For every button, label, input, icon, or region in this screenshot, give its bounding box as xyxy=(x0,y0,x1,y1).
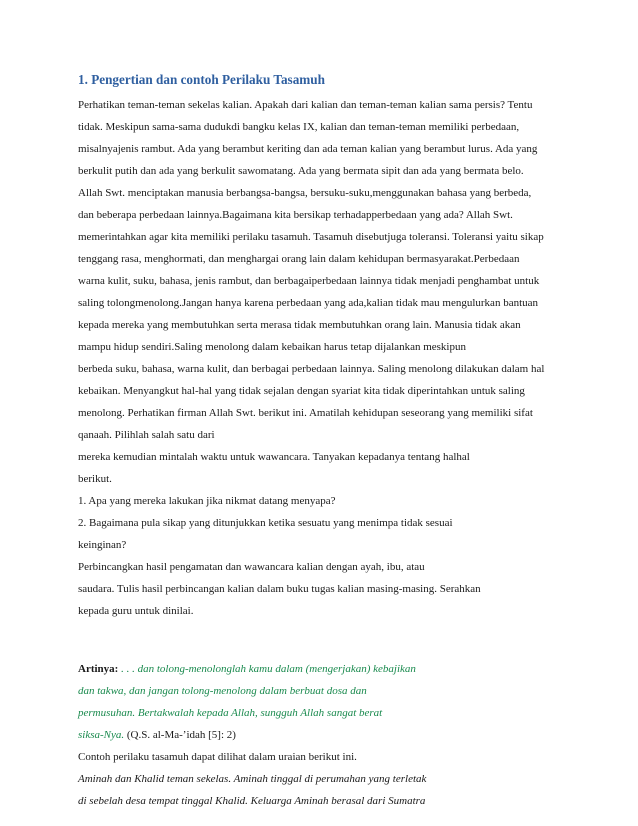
example-intro: Contoh perilaku tasamuh dapat dilihat dalam uraian berikut ini. xyxy=(78,751,357,763)
translation-line xyxy=(78,662,416,676)
text-line: Allah Swt. menciptakan manusia berbangsa-bangsa, bersuku-suku,menggunakan bahasa yang berbeda, xyxy=(78,187,532,199)
text-line: menolong. Perhatikan firman Allah Swt. berikut ini. Amatilah kehidupan seseorang yang memiliki sifat xyxy=(78,407,533,419)
section-heading: 1. Pengertian dan contoh Perilaku Tasamuh xyxy=(78,72,325,87)
story-line: di sebelah desa tempat tinggal Khalid. Keluarga Aminah berasal dari Sumatra xyxy=(78,795,426,807)
text-line: misalnyajenis rambut. Ada yang berambut keriting dan ada teman kalian yang berambut lurus. Ada yang xyxy=(78,143,538,155)
verse-reference: (Q.S. al-Ma-’idah [5]: 2) xyxy=(124,729,236,741)
text-line: 1. Apa yang mereka lakukan jika nikmat datang menyapa? xyxy=(78,495,336,507)
text-line: tenggang rasa, menghormati, dan menghargai orang lain dalam kehidupan bermasyarakat.Perbedaan xyxy=(78,253,520,265)
text-line: berbeda suku, bahasa, warna kulit, dan berbagai perbedaan lainnya. Saling menolong dilakukan dalam hal xyxy=(78,363,545,375)
text-line: saudara. Tulis hasil perbincangan kalian dalam buku tugas kalian masing-masing. Serahkan xyxy=(78,583,481,595)
text-line: kepada guru untuk dinilai. xyxy=(78,605,194,617)
text-line: berikut. xyxy=(78,473,112,485)
text-line: kepada mereka yang membutuhkan serta merasa tidak membutuhkan orang lain. Manusia tidak akan xyxy=(78,319,521,331)
text-line: qanaah. Pilihlah salah satu dari xyxy=(78,429,215,441)
text-line: tidak. Meskipun sama-sama dudukdi bangku kelas IX, kalian dan teman-teman memiliki perbedaan, xyxy=(78,121,520,133)
story-line: Aminah dan Khalid teman sekelas. Aminah tinggal di perumahan yang terletak xyxy=(78,773,427,785)
artinya-label: Artinya: xyxy=(78,663,119,675)
text-line: Perhatikan teman-teman sekelas kalian. Apakah dari kalian dan teman-teman kalian sama persis? Tentu xyxy=(78,99,533,111)
text-line: mereka kemudian mintalah waktu untuk wawancara. Tanyakan kepadanya tentang halhal xyxy=(78,451,470,463)
text-line: memerintahkan agar kita memiliki perilaku tasamuh. Tasamuh disebutjuga toleransi. Toleransi yaitu sikap xyxy=(78,231,544,243)
translation-text: siksa-Nya. xyxy=(78,729,125,741)
translation-line xyxy=(78,728,236,742)
text-line: dan beberapa perbedaan lainnya.Bagaimana kita bersikap terhadapperbedaan yang ada? Allah Swt. xyxy=(78,209,513,221)
text-line: berkulit putih dan ada yang berkulit sawomatang. Ada yang bermata sipit dan ada yang bermata belo. xyxy=(78,165,524,177)
text-line: saling tolongmenolong.Jangan hanya karena perbedaan yang ada,kalian tidak mau mengulurkan bantuan xyxy=(78,297,539,309)
translation-line: dan takwa, dan jangan tolong-menolong dalam berbuat dosa dan xyxy=(78,685,367,697)
text-line: mampu hidup sendiri.Saling menolong dalam kebaikan harus tetap dijalankan meskipun xyxy=(78,341,466,353)
text-line: warna kulit, suku, bahasa, jenis rambut, dan berbagaiperbedaan lainnya tidak menjadi penghambat untuk xyxy=(78,275,540,287)
text-line: keinginan? xyxy=(78,539,127,551)
text-line: 2. Bagaimana pula sikap yang ditunjukkan ketika sesuatu yang menimpa tidak sesuai xyxy=(78,517,453,529)
translation-text: . . . dan tolong-menolonglah kamu dalam (mengerjakan) kebajikan xyxy=(118,663,416,675)
translation-line: permusuhan. Bertakwalah kepada Allah, sungguh Allah sangat berat xyxy=(78,707,383,719)
text-line: Perbincangkan hasil pengamatan dan wawancara kalian dengan ayah, ibu, atau xyxy=(78,561,425,573)
text-line: kebaikan. Menyangkut hal-hal yang tidak sejalan dengan syariat kita tidak diperintahkan untuk saling xyxy=(78,385,525,397)
